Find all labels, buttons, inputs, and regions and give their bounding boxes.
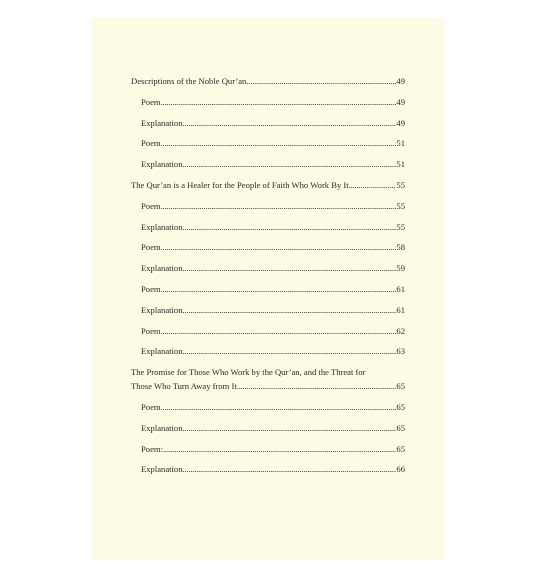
toc-subentry[interactable] (131, 402, 405, 412)
dot-leader (161, 97, 397, 107)
toc-entry-page: 58 (396, 242, 405, 253)
dot-leader (183, 263, 397, 273)
toc-entry-page: 65 (396, 381, 405, 392)
toc-entry-title: Poem: (141, 443, 163, 454)
dot-leader (161, 138, 397, 148)
toc-subentry[interactable] (131, 326, 405, 336)
book-page (92, 18, 444, 560)
dot-leader (349, 180, 397, 190)
dot-leader (161, 284, 397, 294)
toc-entry-page: 55 (396, 200, 405, 211)
toc-entry-page: 51 (396, 159, 405, 170)
toc-entry-page: 55 (396, 179, 405, 190)
toc-entry-title: Poem (141, 138, 161, 149)
table-of-contents (131, 76, 405, 485)
dot-leader (183, 118, 397, 128)
toc-entry-page: 62 (396, 325, 405, 336)
toc-entry-page: 61 (396, 304, 405, 315)
toc-entry-title: Poem (141, 401, 161, 412)
toc-entry-page: 59 (396, 263, 405, 274)
toc-subentry[interactable] (131, 97, 405, 107)
toc-entry-page: 65 (396, 422, 405, 433)
toc-entry-title: Explanation (141, 304, 183, 315)
toc-entry-page: 61 (396, 283, 405, 294)
toc-entry-title: Explanation (141, 346, 183, 357)
dot-leader (237, 381, 397, 391)
toc-entry-title: Those Who Turn Away from It (131, 381, 237, 392)
dot-leader (161, 242, 397, 252)
dot-leader (183, 464, 397, 474)
toc-subentry[interactable] (131, 242, 405, 252)
toc-entry-title: Poem (141, 200, 161, 211)
dot-leader (246, 76, 396, 86)
toc-entry-title-line1: The Promise for Those Who Work by the Qur’an, and the Threat for (131, 367, 366, 378)
toc-entry-title: Explanation (141, 159, 183, 170)
toc-subentry[interactable] (131, 444, 405, 454)
toc-entry[interactable] (131, 180, 405, 190)
toc-entry-page: 65 (396, 401, 405, 412)
toc-entry[interactable] (131, 381, 405, 391)
dot-leader (161, 326, 397, 336)
dot-leader (183, 346, 397, 356)
toc-entry-title: Explanation (141, 221, 183, 232)
toc-subentry[interactable] (131, 263, 405, 273)
toc-entry[interactable] (131, 76, 405, 86)
dot-leader (161, 201, 397, 211)
dot-leader (183, 423, 397, 433)
toc-entry-title: The Qur’an is a Healer for the People of Faith Who Work By It (131, 179, 349, 190)
toc-subentry[interactable] (131, 464, 405, 474)
toc-subentry[interactable] (131, 284, 405, 294)
toc-entry-title: Poem (141, 325, 161, 336)
dot-leader (183, 222, 397, 232)
toc-entry-page: 51 (396, 138, 405, 149)
toc-entry-page: 65 (396, 443, 405, 454)
toc-subentry[interactable] (131, 222, 405, 232)
toc-entry-page: 66 (396, 464, 405, 475)
toc-entry-page: 49 (396, 117, 405, 128)
toc-entry-title: Descriptions of the Noble Qur’an (131, 76, 247, 86)
toc-entry-title: Explanation (141, 422, 183, 433)
toc-entry-title: Explanation (141, 464, 183, 475)
toc-entry-page: 49 (396, 96, 405, 107)
toc-subentry[interactable] (131, 138, 405, 148)
toc-subentry[interactable] (131, 305, 405, 315)
toc-entry-title: Poem (141, 283, 161, 294)
dot-leader (183, 159, 397, 169)
dot-leader (163, 444, 396, 454)
toc-subentry[interactable] (131, 346, 405, 356)
toc-entry-page: 63 (396, 346, 405, 357)
dot-leader (183, 305, 397, 315)
toc-entry-title: Poem (141, 242, 161, 253)
toc-entry-title: Poem (141, 96, 161, 107)
toc-subentry[interactable] (131, 118, 405, 128)
toc-entry-page: 55 (396, 221, 405, 232)
toc-subentry[interactable] (131, 159, 405, 169)
toc-entry-page: 49 (396, 76, 405, 86)
toc-entry-title: Explanation (141, 117, 183, 128)
toc-subentry[interactable] (131, 423, 405, 433)
toc-subentry[interactable] (131, 201, 405, 211)
dot-leader (161, 402, 397, 412)
toc-entry-title: Explanation (141, 263, 183, 274)
